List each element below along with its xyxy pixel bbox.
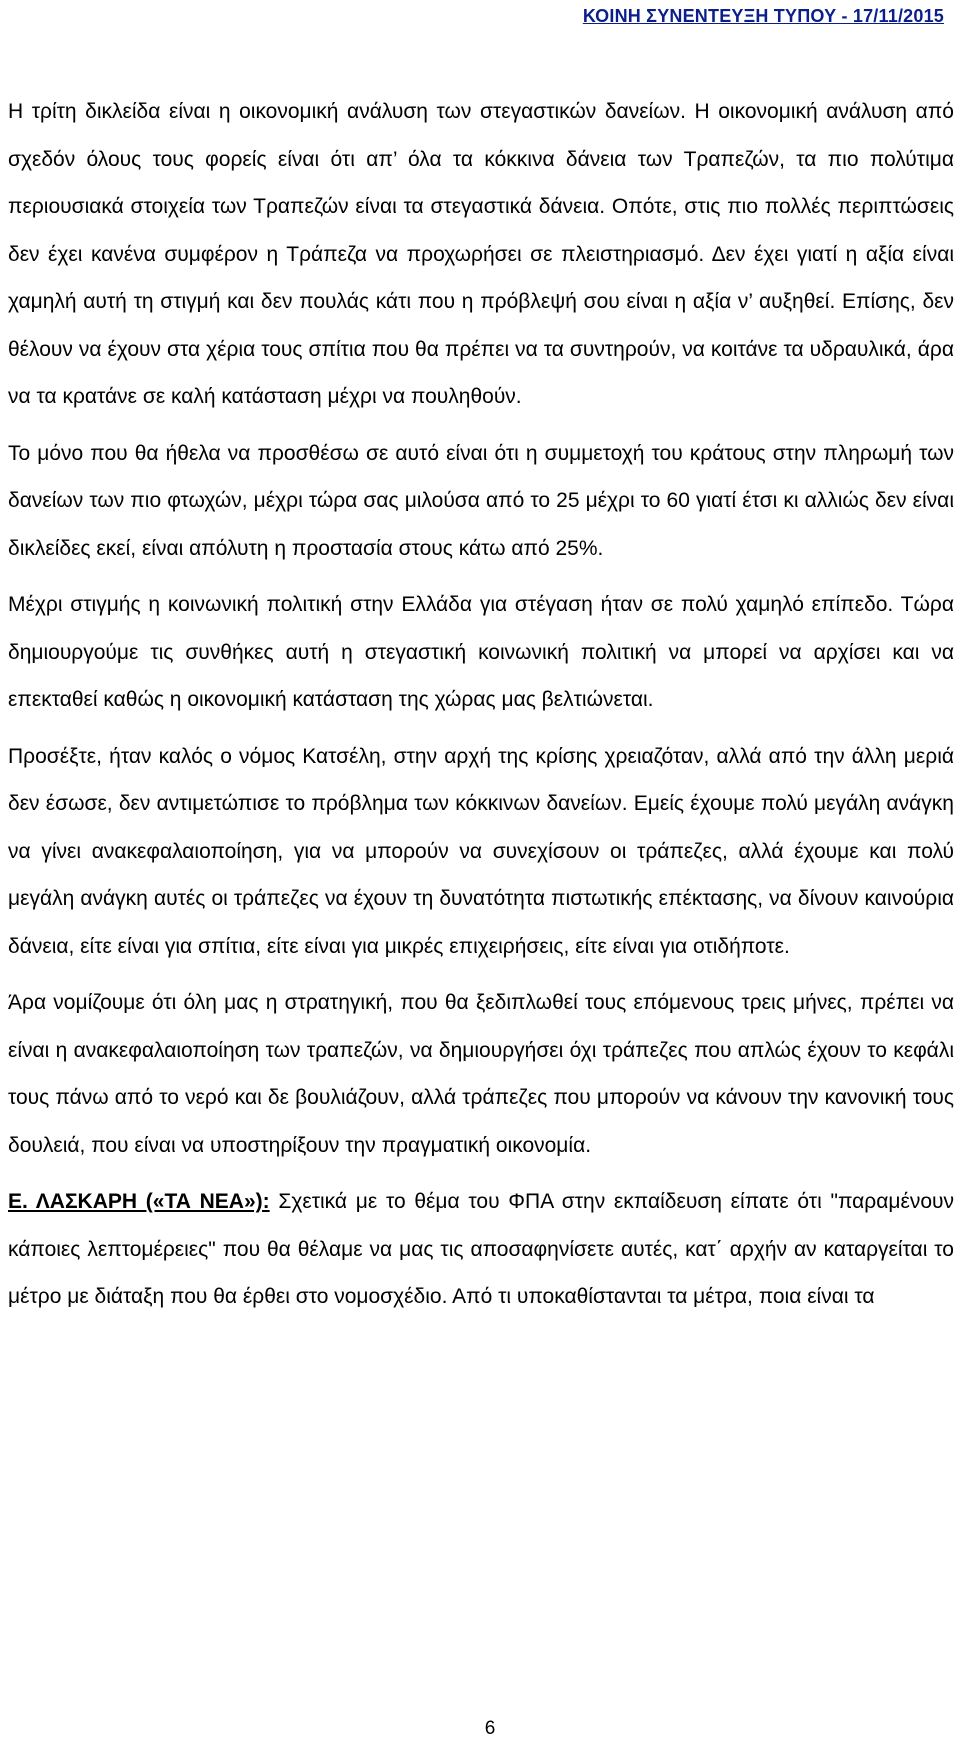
page-footer <box>0 1718 960 1740</box>
paragraph: Μέχρι στιγμής η κοινωνική πολιτική στην Ελλάδα για στέγαση ήταν σε πολύ χαμηλό επίπεδο. Τώρα δημιουργούμε τις συνθήκες αυτή η στεγαστική κοινωνική πολιτική να μπορεί να αρχίσει και να επεκταθεί καθώς η οικονομική κατάσταση της χώρας μας βελτιώνεται. <box>8 593 954 711</box>
paragraph: Άρα νομίζουμε ότι όλη μας η στρατηγική, που θα ξεδιπλωθεί τους επόμενους τρεις μήνες, πρέπει να είναι η ανακεφαλαιοποίηση των τραπεζών, να δημιουργήσει όχι τράπεζες που απλώς έχουν το κεφάλι τους πάνω από το νερό και δε βουλιάζουν, αλλά τράπεζες που μπορούν να κάνουν την κανονική τους δουλειά, που είναι να υποστηρίξουν την πραγματική οικονομία. <box>8 991 954 1157</box>
speaker-name: Ε. ΛΑΣΚΑΡΗ («ΤΑ ΝΕΑ»): <box>8 1190 270 1213</box>
page-number: 6 <box>484 1718 496 1739</box>
paragraph: Το μόνο που θα ήθελα να προσθέσω σε αυτό είναι ότι η συμμετοχή του κράτους στην πληρωμή των δανείων των πιο φτωχών, μέχρι τώρα σας μιλούσα από το 25 μέχρι το 60 γιατί έτσι κι αλλιώς δεν είναι δικλείδες εκεί, είναι απόλυτη η προστασία στους κάτω από 25%. <box>8 441 954 560</box>
header-title: ΚΟΙΝΗ ΣΥΝΕΝΤΕΥΞΗ ΤΥΠΟΥ - 17/11/2015 <box>582 6 944 26</box>
question-paragraph <box>8 1178 954 1321</box>
document-body <box>8 88 954 1322</box>
page-header <box>0 6 960 27</box>
paragraph: Προσέξτε, ήταν καλός ο νόμος Κατσέλη, στην αρχή της κρίσης χρειαζόταν, αλλά από την άλλη μεριά δεν έσωσε, δεν αντιμετώπισε το πρόβλημα των κόκκινων δανείων. Εμείς έχουμε πολύ μεγάλη ανάγκη να γίνει ανακεφαλαιοποίηση, για να μπορούν να συνεχίσουν οι τράπεζες, αλλά έχουμε και πολύ μεγάλη ανάγκη αυτές οι τράπεζες να έχουν τη δυνατότητα πιστωτικής επέκτασης, να δίνουν καινούρια δάνεια, είτε είναι για σπίτια, είτε είναι για μικρές επιχειρήσεις, είτε είναι για οτιδήποτε. <box>8 744 954 958</box>
paragraph: Η τρίτη δικλείδα είναι η οικονομική ανάλυση των στεγαστικών δανείων. Η οικονομική ανάλυση από σχεδόν όλους τους φορείς είναι ότι απ’ όλα τα κόκκινα δάνεια των Τραπεζών, τα πιο πολύτιμα περιουσιακά στοιχεία των Τραπεζών είναι τα στεγαστικά δάνεια. Οπότε, στις πιο πολλές περιπτώσεις δεν έχει κανένα συμφέρον η Τράπεζα να προχωρήσει σε πλειστηριασμό. Δεν έχει γιατί η αξία είναι χαμηλή αυτή τη στιγμή και δεν πουλάς κάτι που η πρόβλεψή σου είναι η αξία ν’ αυξηθεί. Επίσης, δεν θέλουν να έχουν στα χέρια τους σπίτια που θα πρέπει να τα συντηρούν, να κοιτάνε τα υδραυλικά, άρα να τα κρατάνε σε καλή κατάσταση μέχρι να πουληθούν. <box>8 100 954 408</box>
question-text: Σχετικά με το θέμα του ΦΠΑ στην εκπαίδευση είπατε ότι "παραμένουν κάποιες λεπτομέρειες" που θα θέλαμε να μας τις αποσαφηνίσετε αυτές, κατ΄ αρχήν αν καταργείται το μέτρο με διάταξη που θα έρθει στο νομοσχέδιο. Από τι υποκαθίστανται τα μέτρα, ποια είναι τα <box>8 1190 954 1308</box>
